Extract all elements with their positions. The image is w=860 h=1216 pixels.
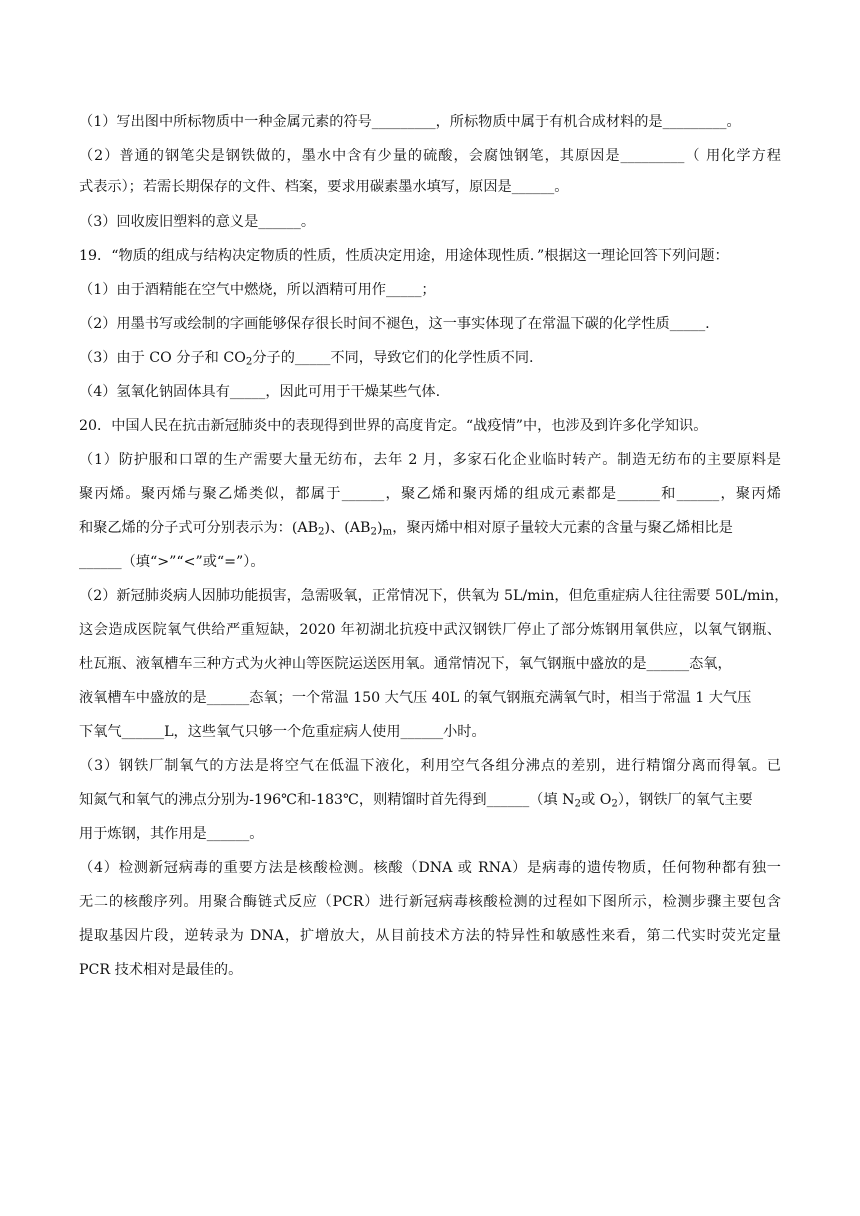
q20-part1-line3-c: ) [377,520,383,536]
q19-stem: 19．“物质的组成与结构决定物质的性质，性质决定用途，用途体现性质．”根据这一理论回答下列问题： [79,248,729,264]
q20-part4-line4: PCR 技术相对是最佳的。 [79,962,243,978]
q20-part1-line3-sub3: m [382,526,393,538]
q19-part3 [79,348,779,368]
q19-part2: （2）用墨书写或绘制的字画能够保存很长时间不褪色，这一事实体现了在常温下碳的化学性质_____. [79,316,710,332]
q20-part1-line3-b: )、(AB [324,520,371,536]
q20-part4-line2: 无二的核酸序列。用聚合酶链式反应（PCR）进行新冠病毒核酸检测的过程如下图所示，检测步骤主要包含 [79,894,781,910]
q18-part3: （3）回收废旧塑料的意义是______。 [79,214,316,230]
q20-part3-line2-sub2: 2 [611,798,618,810]
q20-part2-line5: 下氧气______L，这些氧气只够一个危重症病人使用______小时。 [79,724,486,740]
q19-part1: （1）由于酒精能在空气中燃烧，所以酒精可用作_____； [79,282,436,298]
q20-part3-line1: （3）钢铁厂制氧气的方法是将空气在低温下液化，利用空气各组分沸点的差别，进行精馏分离而得氧。已 [79,758,781,774]
q20-part3-line3: 用于炼钢，其作用是______。 [79,826,264,842]
q20-part2-line4: 液氧槽车中盛放的是______态氧；一个常温 150 大气压 40L 的氧气钢瓶充满氧气时，相当于常温 1 大气压 [79,690,752,706]
q20-part3-line2-a: 知氮气和氧气的沸点分别为-196℃和-183℃，则精馏时首先得到______（填 N [79,792,575,808]
q20-part3-line2 [79,790,781,810]
q19-part3-pre: （3）由于 CO 分子和 CO [79,350,246,366]
q20-part1-line4: ______（填“>”“<”或“=”）。 [79,554,265,570]
q19-part3-post: 分子的_____不同，导致它们的化学性质不同. [252,350,534,366]
q20-part1-line3-a: 和聚乙烯的分子式可分别表示为：(AB [79,520,319,536]
q20-part4-line1: （4）检测新冠病毒的重要方法是核酸检测。核酸（DNA 或 RNA）是病毒的遗传物质，任何物种都有独一 [79,860,781,876]
q20-part2-line1: （2）新冠肺炎病人因肺功能损害，急需吸氧，正常情况下，供氧为 5L/min，但危重症病人往往需要 50L/min， [79,588,789,604]
q20-part1-line3-sub1: 2 [318,526,325,538]
q20-part2-line3: 杜瓦瓶、液氧槽车三种方式为火神山等医院运送医用氧。通常情况下，氧气钢瓶中盛放的是______态氧， [79,656,732,672]
q18-part2-line2: 式表示）；若需长期保存的文件、档案，要求用碳素墨水填写，原因是______。 [79,179,569,195]
q19-part3-sub: 2 [245,356,253,368]
q20-part2-line2: 这会造成医院氧气供给严重短缺，2020 年初湖北抗疫中武汉钢铁厂停止了部分炼钢用氧供应，以氧气钢瓶、 [79,622,781,638]
q20-part4-line3: 提取基因片段，逆转录为 DNA，扩增放大，从目前技术方法的特异性和敏感性来看，第二代实时荧光定量 [79,928,781,944]
q20-part3-line2-b: 或 O [581,792,612,808]
q20-part1-line1: （1）防护服和口罩的生产需要大量无纺布，去年 2 月，多家石化企业临时转产。制造无纺布的主要原料是 [79,452,781,468]
q20-part3-line2-sub1: 2 [574,798,581,810]
q20-part1-line3-sub2: 2 [370,526,377,538]
q20-part1-line3 [79,518,781,538]
q20-part1-line3-d: ，聚丙烯中相对原子量较大元素的含量与聚乙烯相比是 [392,520,733,536]
q20-part3-line2-c: ），钢铁厂的氧气主要 [617,792,753,808]
q18-part2-line1: （2）普通的钢笔尖是钢铁做的，墨水中含有少量的硫酸，会腐蚀钢笔，其原因是_________（ 用化学方程 [79,148,781,164]
q18-part1: （1）写出图中所标物质中一种金属元素的符号_________，所标物质中属于有机合成材料的是_________。 [79,114,741,130]
q20-stem: 20．中国人民在抗击新冠肺炎中的表现得到世界的高度肯定。“战疫情”中，也涉及到许多化学知识。 [79,418,708,434]
q19-part4: （4）氢氧化钠固体具有_____，因此可用于干燥某些气体. [79,384,441,400]
q20-part1-line2: 聚丙烯。聚丙烯与聚乙烯类似，都属于______，聚乙烯和聚丙烯的组成元素都是______和______，聚丙烯 [79,486,781,502]
